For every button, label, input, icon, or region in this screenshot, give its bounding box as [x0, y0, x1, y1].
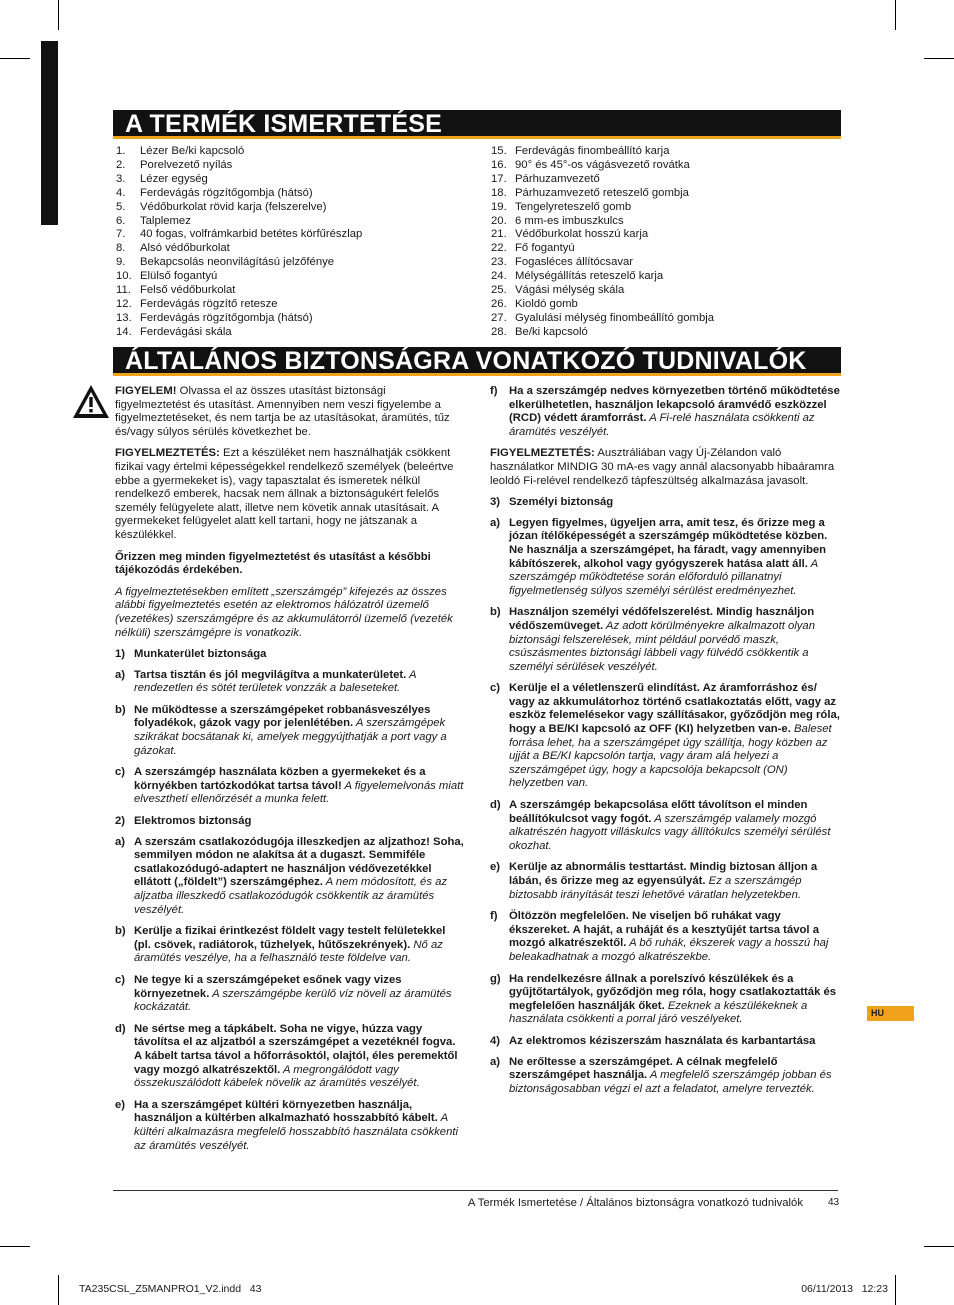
item-marker: c): [490, 682, 501, 695]
parts-label: Ferdevágási skála: [140, 325, 232, 338]
item-italic-text: A megfelelő szerszámgép jobban és biztonságosabban végzi el azt a feladatot, amelyre tervezték.: [509, 1069, 832, 1095]
parts-number: 23.: [491, 256, 507, 269]
parts-label: Porelvezető nyílás: [140, 158, 233, 171]
parts-number: 26.: [491, 297, 507, 310]
parts-label: Ferdevágás rögzítő retesze: [140, 297, 278, 310]
parts-number: 19.: [491, 200, 507, 213]
parts-label: 90° és 45°-os vágásvezető rovátka: [515, 158, 690, 171]
notice-paragraph: FIGYELEM! Olvassa el az összes utasítást biztonsági figyelmeztetést és utasítást. Amennyiben nem veszi figyelembe a figyelmeztetéseket, és nem tartja be az utasításokat, áramütés, tűz és/vagy súlyos sérülés következhet be.: [115, 385, 450, 438]
parts-number: 14.: [116, 325, 132, 338]
parts-list-item: [116, 270, 476, 284]
item-bold-text: Ha a szerszámgép nedves környezetben történő működtetése elkerülhetetlen, használjon lekapcsoló áramvédő eszközzel (RCD) védett áramforrást.: [509, 385, 840, 425]
item-italic-text: A megrongálódott vagy összekuszálódott kábelek növelik az áramütés veszélyét.: [134, 1063, 420, 1090]
item-text: [134, 974, 464, 1015]
item-text: [134, 669, 464, 696]
item-marker: b): [490, 606, 501, 619]
item-bold-text: Használjon személyi védőfelszerelést. Mindig használjon védőszemüveget.: [509, 606, 815, 632]
parts-label: Párhuzamvezető reteszelő gombja: [515, 186, 689, 199]
item-marker: a): [115, 668, 126, 681]
parts-number: 3.: [116, 172, 126, 185]
crop-mark: [895, 1275, 896, 1305]
item-italic-text: A figyelemelvonás miatt elveszthetí ellenőrzését a munka felett.: [134, 779, 464, 806]
parts-number: 10.: [116, 270, 132, 283]
parts-label: Elülső fogantyú: [140, 270, 218, 283]
parts-list-item: [116, 242, 476, 256]
item-marker: e): [490, 861, 501, 874]
parts-list-item: [491, 312, 851, 326]
item-italic-text: A szerszámgép működtetése során előforduló pillanatnyi figyelmetlenség súlyos személyi sérülést eredményezhet.: [509, 557, 818, 597]
parts-number: 18.: [491, 186, 507, 199]
subsection-heading: 3) Személyi biztonság: [490, 496, 614, 509]
safety-item: [115, 1099, 464, 1153]
warning-triangle-icon: [71, 383, 111, 421]
item-bold-text: Ha a szerszámgépet kültéri környezetben használja, használjon a kültérben alkalmazható hosszabbító kábelt.: [134, 1098, 438, 1125]
item-marker: a): [490, 1055, 501, 1068]
parts-label: 6 mm-es imbuszkulcs: [515, 214, 624, 227]
parts-list-left: [116, 145, 476, 340]
parts-number: 11.: [116, 284, 131, 297]
personal-safety-items: [490, 517, 840, 1027]
parts-list-item: [116, 312, 476, 326]
parts-list-item: [116, 215, 476, 229]
item-bold-text: A szerszámgép használata közben a gyermekeket és a környékben tartózkodókat tartsa távol!: [134, 766, 426, 792]
parts-label: Talplemez: [140, 214, 191, 227]
parts-list-item: [491, 173, 851, 187]
keep-instructions-note: Őrizzen meg minden figyelmeztetést és utasítást a későbbi tájékozódás érdekében.: [115, 550, 431, 577]
parts-label: Ferdevágás finombeállító karja: [515, 145, 670, 157]
parts-list-item: [491, 187, 851, 201]
safety-item: [490, 517, 840, 599]
item-marker: b): [115, 703, 126, 716]
page-number: 43: [828, 1197, 840, 1208]
item-marker: f): [490, 385, 498, 397]
parts-label: Védőburkolat hosszú karja: [515, 228, 649, 241]
parts-number: 12.: [116, 297, 132, 310]
safety-item: [115, 766, 464, 807]
item-bold-text: Ne tegye ki a szerszámgépeket esőnek vagy vizes környezetnek.: [134, 973, 402, 1000]
item-text: [134, 1099, 464, 1153]
item-italic-text: A szerszámgépbe kerülő víz növeli az áramütés kockázatát.: [134, 987, 452, 1014]
running-title: A Termék Ismertetése / Általános biztonságra vonatkozó tudnivalók: [467, 1197, 803, 1209]
parts-label: Ferdevágás rögzítőgombja (hátsó): [140, 311, 313, 324]
item-marker: a): [115, 835, 126, 848]
parts-list-item: [491, 326, 851, 340]
parts-label: Védőburkolat rövid karja (felszerelve): [140, 200, 327, 213]
item-italic-text: A bő ruhák, ékszerek vagy a hosszú haj beleakadhatnak a mozgó alkatrészekbe.: [509, 937, 829, 963]
item-bold-text: A szerszám csatlakozódugója illeszkedjen az aljzathoz! Soha, semmilyen módon ne alakítsa át a dugaszt. Semmiféle csatlakozódugó-adaptert ne használjon védővezetékkel ellátott („földelt”) szerszámgéphez.: [134, 835, 464, 889]
item-marker: c): [115, 973, 126, 986]
item-marker: c): [115, 766, 126, 779]
item-text: [134, 766, 464, 807]
parts-list-item: [491, 228, 851, 242]
parts-list-item: [491, 298, 851, 312]
parts-list-item: [491, 159, 851, 173]
item-marker: e): [115, 1098, 126, 1111]
parts-number: 16.: [491, 158, 507, 171]
item-text: [509, 682, 840, 791]
parts-list-item: [116, 187, 476, 201]
item-italic-text: A Fi-relé használata csökkenti az áramütés veszélyét.: [509, 412, 815, 438]
safety-item: [490, 910, 840, 964]
safety-item: [115, 669, 464, 696]
item-italic-text: A rendezetlen és sötét területek vonzzák a baleseteket.: [134, 668, 417, 695]
safety-item: [115, 836, 464, 918]
subsection-heading: 2) Elektromos biztonság: [115, 815, 252, 828]
parts-label: Párhuzamvezető: [515, 172, 600, 185]
parts-number: 6.: [116, 214, 126, 227]
parts-label: Mélységállítás reteszelő karja: [515, 270, 664, 283]
safety-item: [490, 799, 840, 853]
parts-number: 13.: [116, 311, 132, 324]
parts-list-item: [491, 284, 851, 298]
item-italic-text: Az adott körülményekre alkalmazott olyan biztonsági felszerelések, mint például porvédő maszk, csúszásmentes biztonsági lábbeli vagy fülvédő csökkentik a személyi sérülések veszélyét.: [509, 619, 815, 673]
definition-note: A figyelmeztetésekben említett „szerszámgép” kifejezés az összes alábbi figyelmeztetés esetén az elektromos hálózatról üzemelő (vezetékes) szerszámgépre és az akkumulátorról üzemelő (vezeték nélküli) szerszámgépre is vonatkozik.: [115, 585, 453, 639]
parts-list-item: [491, 256, 851, 270]
parts-list-item: [116, 228, 476, 242]
tool-use-items: [490, 1056, 840, 1097]
date-slug: 06/11/2013 12:23: [801, 1283, 888, 1295]
crop-mark: [58, 1275, 59, 1305]
item-marker: a): [490, 516, 501, 529]
parts-list-item: [116, 159, 476, 173]
parts-number: 21.: [491, 228, 507, 241]
nz-warning-paragraph: FIGYELMEZTETÉS: Ausztráliában vagy Új-Zélandon való használatkor MINDIG 30 mA-es vagy annál alacsonyabb hibaáramra leoldó Fi-relével rendelkező tápfeszültség alkalmazása javasolt.: [490, 447, 835, 487]
subsection-heading: 4) Az elektromos kéziszerszám használata és karbantartása: [490, 1034, 816, 1047]
item-italic-text: Baleset forrása lehet, ha a szerszámgépet úgy szállítja, hogy közben az ujját a BE/KI kapcsolón tartja, vagy áram alá helyezi a szerszámgépet úgy, hogy a kapcsolója bekapcsolt (ON) helyzetben van.: [509, 723, 832, 790]
crop-mark: [0, 1246, 30, 1247]
item-marker: d): [490, 799, 501, 812]
item-text: [509, 973, 840, 1027]
safety-item: [490, 606, 840, 674]
safety-item: [490, 385, 840, 439]
item-bold-text: Ne erőltesse a szerszámgépet. A célnak megfelelő szerszámgépet használja.: [509, 1055, 778, 1082]
safety-item: [490, 861, 840, 902]
item-text: [509, 799, 840, 853]
footer-rule: [113, 1190, 838, 1191]
parts-number: 9.: [116, 256, 126, 269]
item-text: [134, 925, 464, 966]
electrical-items: [115, 836, 464, 1153]
item-text: [509, 910, 840, 964]
parts-number: 8.: [116, 242, 126, 255]
crop-mark: [924, 58, 954, 59]
parts-list-item: [491, 270, 851, 284]
crop-mark: [924, 1246, 954, 1247]
item-marker: g): [490, 972, 501, 985]
file-slug: TA235CSL_Z5MANPRO1_V2.indd 43: [79, 1283, 262, 1295]
safety-item: [490, 682, 840, 791]
safety-item: [115, 925, 464, 966]
parts-number: 22.: [491, 242, 507, 255]
parts-list-item: [116, 298, 476, 312]
section-title-product: A TERMÉK ISMERTETÉSE: [113, 110, 841, 139]
rcd-item: [490, 385, 840, 439]
parts-list-item: [491, 242, 851, 256]
item-italic-text: A szerszámgépek szikrákat bocsátanak ki, amelyek meggyújthatják a port vagy a gázokat.: [134, 717, 447, 757]
item-bold-text: Ha rendelkezésre állnak a porelszívó készülékek és a gyűjtőtartályok, győződjön meg róla, hogy csatlakoztatták és megfelelően használják őket.: [509, 972, 837, 1012]
parts-label: Lézer egység: [140, 172, 208, 185]
parts-label: Kioldó gomb: [515, 297, 578, 310]
parts-list-right: [491, 145, 851, 340]
safety-item: [490, 1056, 840, 1097]
parts-list-item: [491, 201, 851, 215]
parts-label: Alsó védőburkolat: [140, 242, 230, 255]
item-italic-text: Nő az áramütés veszélye, ha a felhasználó teste földelve van.: [134, 938, 443, 965]
item-bold-text: A szerszámgép bekapcsolása előtt távolítson el minden beállítókulcsot vagy fogót.: [509, 799, 808, 825]
item-text: [509, 606, 840, 674]
safety-item: [115, 1023, 464, 1091]
item-italic-text: Ez a szerszámgép biztosabb irányítását teszi lehetővé váratlan helyzetekben.: [509, 875, 802, 901]
parts-number: 2.: [116, 158, 126, 171]
right-column: [490, 385, 840, 1104]
parts-list-item: [116, 256, 476, 270]
parts-number: 17.: [491, 172, 507, 185]
parts-label: Be/ki kapcsoló: [515, 325, 588, 338]
parts-number: 25.: [491, 284, 507, 297]
warning-paragraph: FIGYELMEZTETÉS: Ezt a készüléket nem használhatják csökkent fizikai vagy értelmi képességekkel rendelkező személyek (beleértve ebbe a gyermekeket is), vagy tapasztalat és ismeretek nélkül rendelkező emberek, hacsak nem állnak a biztonságukért felelős személy felügyelete alatt, illetve nem követik annak utasításait. A gyermekeket felügyelet alatt kell tartani, hogy ne játszanak a készülékkel.: [115, 447, 454, 541]
item-bold-text: Tartsa tisztán és jól megvilágítva a munkaterületet.: [134, 668, 407, 681]
parts-label: Fő fogantyú: [515, 242, 575, 255]
parts-label: Gyalulási mélység finombeállító gombja: [515, 311, 715, 324]
parts-label: Bekapcsolás neonvilágítású jelzőfénye: [140, 256, 335, 269]
parts-number: 27.: [491, 311, 507, 324]
parts-label: Fogasléces állítócsavar: [515, 256, 634, 269]
item-text: [509, 517, 840, 599]
parts-number: 4.: [116, 186, 126, 199]
parts-list-item: [116, 326, 476, 340]
parts-list-item: [116, 201, 476, 215]
item-marker: d): [115, 1022, 126, 1035]
parts-number: 24.: [491, 270, 507, 283]
crop-mark: [895, 0, 896, 30]
item-italic-text: A nem módosított, és az aljzatba illeszkedő csatlakozódugók csökkentik az áramütés veszélyét.: [134, 876, 448, 916]
parts-number: 20.: [491, 214, 507, 227]
item-bold-text: Öltözzön megfelelően. Ne viseljen bő ruhákat vagy ékszereket. A haját, a ruháját és a kesztyűjét tartsa távol a mozgó alkatrészektől.: [509, 910, 819, 950]
subsection-heading: 1) Munkaterület biztonsága: [115, 648, 267, 661]
parts-label: Vágási mélység skála: [515, 284, 625, 297]
item-marker: f): [490, 910, 498, 923]
item-text: [134, 1023, 464, 1091]
parts-number: 1.: [116, 145, 126, 157]
item-bold-text: Ne sértse meg a tápkábelt. Soha ne vigye, húzza vagy távolítsa el az aljzatból a szerszámgépet a vezetéknél fogva. A kábelt tartsa távol a hőforrásoktól, olajtól, éles peremektől vagy mozgó alkatrészektől.: [134, 1022, 458, 1076]
parts-list-item: [491, 215, 851, 229]
parts-number: 15.: [491, 145, 507, 157]
left-column: [115, 385, 464, 1161]
item-text: [134, 704, 464, 758]
item-bold-text: Kerülje az abnormális testtartást. Mindig biztosan álljon a lábán, és őrizze meg az egyensúlyát.: [509, 861, 818, 887]
item-italic-text: A szerszámgép valamely mozgó alkatrészén hagyott villáskulcs vagy állítókulcs személyi sérülést okozhat.: [509, 812, 831, 852]
item-italic-text: Ezeknek a készülékeknek a használata csökkenti a porral járó veszélyeket.: [509, 999, 808, 1026]
item-bold-text: Kerülje a fizikai érintkezést földelt vagy testelt felületekkel (pl. csövek, radiátorok, tűzhelyek, hűtőszekrények).: [134, 925, 446, 951]
safety-item: [115, 974, 464, 1015]
item-text: [509, 385, 840, 439]
item-bold-text: Kerülje el a véletlenszerű elindítást. Az áramforráshoz és/ vagy az akkumulátorhoz történő csatlakoztatás előtt, vagy az eszköz felemelésekor vagy szállításakor, győződjön meg róla, hogy a BE/KI kapcsoló az OFF (KI) helyzetben van-e.: [509, 682, 840, 736]
item-bold-text: Legyen figyelmes, ügyeljen arra, amit tesz, és őrizze meg a józan ítélőképességét a szerszámgép működtetése közben. Ne használja a szerszámgépet, ha fáradt, vagy amennyiben kábítószerek, alkohol vagy gyógyszerek hatása alatt áll.: [509, 516, 828, 570]
parts-label: 40 fogas, volfrámkarbid betétes körfűrészlap: [140, 228, 363, 241]
parts-label: Tengelyreteszelő gomb: [515, 200, 632, 213]
item-bold-text: Ne működtesse a szerszámgépeket robbanásveszélyes folyadékok, gázok vagy por jelenlétében.: [134, 703, 431, 730]
section-title-safety: ÁLTALÁNOS BIZTONSÁGRA VONATKOZÓ TUDNIVALÓK: [113, 347, 841, 376]
item-text: [509, 1056, 840, 1097]
item-marker: b): [115, 925, 126, 938]
item-text: [134, 836, 464, 918]
crop-mark: [0, 58, 30, 59]
parts-label: Ferdevágás rögzítőgombja (hátsó): [140, 186, 313, 199]
parts-label: Felső védőburkolat: [140, 284, 236, 297]
parts-number: 5.: [116, 200, 126, 213]
parts-list-item: [116, 173, 476, 187]
parts-number: 28.: [491, 325, 507, 338]
crop-mark: [58, 0, 59, 30]
work-area-items: [115, 669, 464, 807]
parts-label: Lézer Be/ki kapcsoló: [140, 145, 245, 157]
parts-list-item: [491, 145, 851, 159]
language-tab: HU: [867, 1006, 914, 1021]
safety-item: [490, 973, 840, 1027]
item-italic-text: A kültéri alkalmazásra megfelelő hosszabbító használata csökkenti az áramütés veszélyét.: [134, 1112, 459, 1152]
item-text: [509, 861, 840, 902]
side-black-bar: [41, 41, 58, 225]
parts-list-item: [116, 284, 476, 298]
safety-item: [115, 704, 464, 758]
parts-number: 7.: [116, 228, 126, 241]
parts-list-item: [116, 145, 476, 159]
